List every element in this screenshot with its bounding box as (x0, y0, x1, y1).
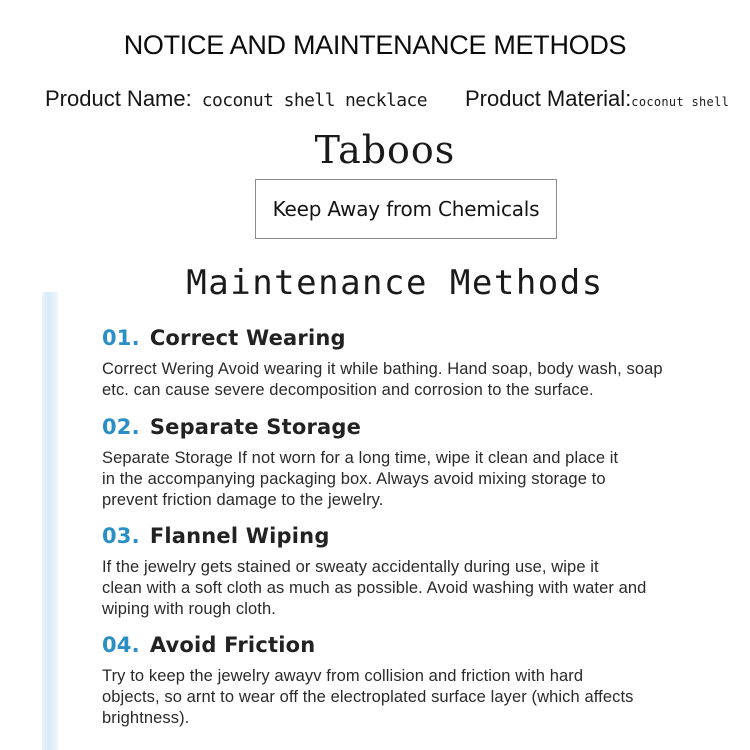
maintenance-item-number: 04. (102, 633, 140, 657)
maintenance-item-separate-storage (102, 412, 702, 511)
maintenance-item-title (102, 323, 702, 353)
maintenance-item-title-text: Flannel Wiping (149, 524, 330, 548)
product-name-row (45, 86, 427, 116)
product-material-row (465, 86, 729, 116)
maintenance-item-title-text: Separate Storage (149, 415, 362, 439)
maintenance-item-flannel-wiping (102, 521, 702, 620)
taboo-item: Keep Away from Chemicals (272, 197, 540, 221)
taboo-box (255, 179, 557, 239)
maintenance-item-avoid-friction (102, 630, 702, 729)
taboos-heading: Taboos (314, 128, 456, 172)
body-line: clean with a soft cloth as much as possible. Avoid washing with water and (102, 579, 647, 597)
body-line: brightness). (102, 709, 190, 727)
body-line: objects, so arnt to wear off the electroplated surface layer (which affects (102, 688, 634, 706)
maintenance-item-number: 01. (102, 326, 140, 350)
body-line: wiping with rough cloth. (102, 600, 276, 618)
product-material-label: Product Material: (465, 86, 632, 111)
body-line: prevent friction damage to the jewelry. (102, 491, 384, 509)
maintenance-item-body (102, 666, 702, 729)
body-line: Try to keep the jewelry awayv from collision and friction with hard (102, 667, 584, 685)
product-name-label: Product Name: (45, 86, 192, 111)
document-title: NOTICE AND MAINTENANCE METHODS (123, 30, 627, 60)
product-name-value: coconut shell necklace (201, 90, 427, 111)
body-line: Correct Wering Avoid wearing it while bathing. Hand soap, body wash, soap (102, 360, 663, 378)
maintenance-item-correct-wearing (102, 323, 702, 401)
maintenance-item-body (102, 359, 702, 401)
maintenance-item-body (102, 448, 702, 511)
maintenance-item-title (102, 412, 702, 442)
maintenance-item-title-text: Correct Wearing (149, 326, 346, 350)
maintenance-heading: Maintenance Methods (186, 263, 604, 303)
maintenance-item-number: 03. (102, 524, 140, 548)
product-material-value: coconut shell (631, 95, 730, 109)
body-line: etc. can cause severe decomposition and corrosion to the surface. (102, 381, 594, 399)
maintenance-item-title (102, 630, 702, 660)
body-line: Separate Storage If not worn for a long time, wipe it clean and place it (102, 449, 619, 467)
maintenance-item-body (102, 557, 702, 620)
maintenance-item-number: 02. (102, 415, 140, 439)
maintenance-item-title (102, 521, 702, 551)
body-line: If the jewelry gets stained or sweaty accidentally during use, wipe it (102, 558, 599, 576)
body-line: in the accompanying packaging box. Always avoid mixing storage to (102, 470, 606, 488)
maintenance-item-title-text: Avoid Friction (149, 633, 316, 657)
accent-side-bar (42, 292, 58, 750)
